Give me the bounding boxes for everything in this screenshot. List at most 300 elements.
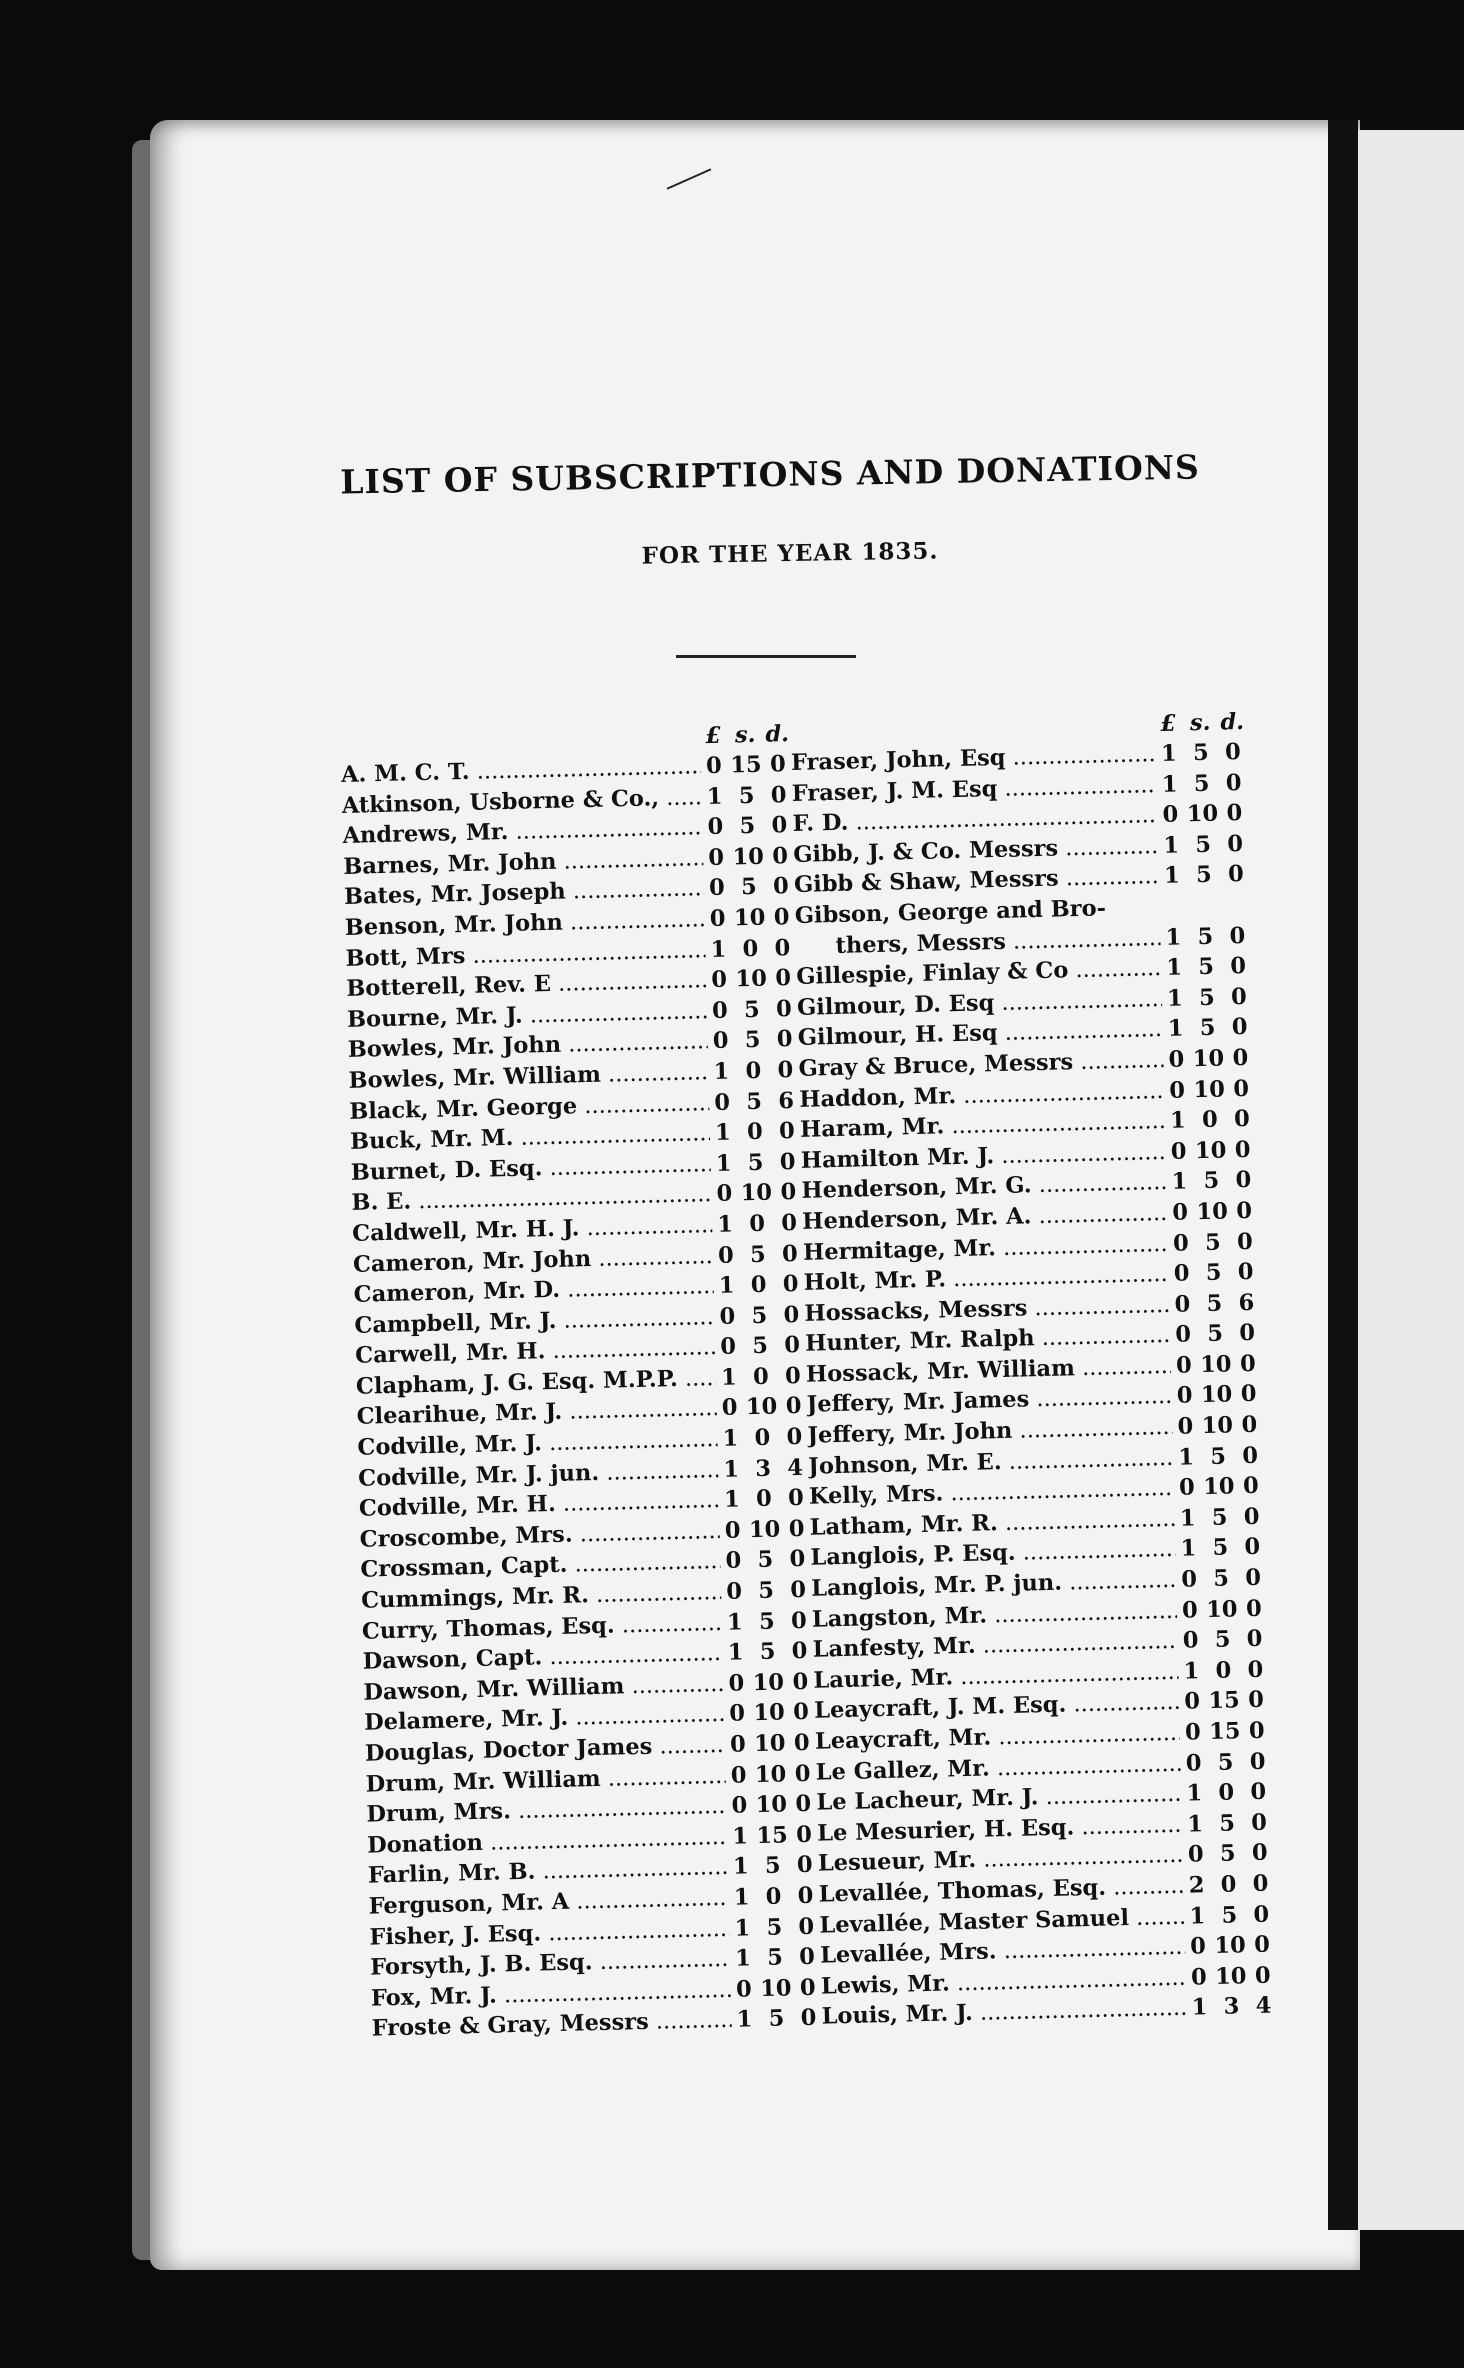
pence-value: 0 — [1227, 861, 1245, 888]
pence-value: 4 — [786, 1454, 804, 1481]
pence-value: 0 — [775, 995, 793, 1023]
pounds-value: 1 — [1191, 1994, 1208, 2021]
pounds-value: 0 — [714, 1089, 731, 1116]
pence-value: 6 — [777, 1087, 795, 1114]
pounds-value: 0 — [1190, 1963, 1207, 1991]
subscriber-name: Hunter, Mr. Ralph ..... — [805, 1322, 1171, 1357]
pounds-value: 1 — [1180, 1535, 1197, 1563]
subscriber-name: Bourne, Mr. J. ..... — [347, 998, 708, 1033]
subscriber-name: Hossack, Mr. William ..... — [806, 1353, 1172, 1388]
pounds-value — [1160, 913, 1186, 914]
subscriber-name: A. M. C. T. ..... — [341, 753, 702, 788]
shillings-value: 5 — [1197, 923, 1214, 950]
shillings-value: 10 — [735, 965, 768, 993]
shillings-value: 5 — [757, 1577, 775, 1605]
subscriber-name: Hermitage, Mr. ..... — [803, 1230, 1169, 1265]
pence-value: 0 — [1230, 953, 1247, 980]
subscriber-name: Levallée, Thomas, Esq. ..... — [818, 1873, 1184, 1908]
pence-value: 0 — [1252, 1870, 1269, 1898]
subscriber-name: Curry, Thomas, Esq. ..... — [362, 1610, 723, 1645]
shillings-value: 5 — [1199, 1015, 1216, 1042]
shillings-value: 5 — [1217, 1749, 1234, 1776]
shillings-value: 15 — [729, 751, 762, 779]
subscriber-name: Gibb & Shaw, Messrs ..... — [794, 863, 1160, 898]
pounds-value: 0 — [728, 1700, 746, 1728]
subscriber-name: Haram, Mr. ..... — [800, 1108, 1166, 1143]
subscriptions-left-column — [340, 721, 822, 2047]
pence-value: 0 — [776, 1026, 793, 1053]
shillings-value: 5 — [1205, 1259, 1222, 1287]
shillings-value: 0 — [1218, 1779, 1235, 1807]
subscriber-name: Barnes, Mr. John ..... — [343, 845, 704, 880]
shillings-value: 5 — [1221, 1901, 1238, 1929]
subscriber-name: F. D. ..... — [792, 802, 1158, 837]
pounds-value: 0 — [1189, 1933, 1207, 1960]
pounds-value: 0 — [716, 1180, 733, 1208]
shillings-value: 5 — [1219, 1840, 1236, 1868]
shillings-value: 5 — [758, 1608, 776, 1635]
shillings-value: 5 — [766, 1944, 784, 1972]
pounds-value: 0 — [728, 1670, 745, 1697]
pounds-value: 0 — [1168, 1046, 1185, 1073]
shillings-value: 5 — [1192, 739, 1210, 767]
subscriber-name: Langlois, Mr. P. jun. ..... — [811, 1567, 1177, 1602]
pounds-value: 0 — [1180, 1566, 1198, 1593]
pence-value: 0 — [792, 1668, 809, 1696]
subscriber-name: Leaycraft, J. M. Esq. ..... — [814, 1689, 1180, 1724]
pounds-value: 1 — [1183, 1658, 1200, 1685]
shillings-value — [1186, 912, 1224, 913]
shillings-value: 5 — [1218, 1810, 1236, 1837]
shillings-value: 10 — [1214, 1932, 1247, 1960]
subscriber-name: Gray & Bruce, Messrs ..... — [798, 1047, 1164, 1082]
pence-value: 0 — [773, 904, 790, 931]
shillings-value: 5 — [1206, 1290, 1223, 1317]
shillings-value: 0 — [750, 1271, 767, 1299]
subscriber-name: Levallée, Mrs. ..... — [820, 1934, 1186, 1969]
pence-value: 0 — [1243, 1503, 1260, 1530]
subscriber-name: Latham, Mr. R. ..... — [809, 1506, 1175, 1541]
page-title: LIST OF SUBSCRIPTIONS AND DONATIONS — [339, 447, 1201, 502]
pounds-value: 0 — [1176, 1382, 1193, 1410]
pence-value: 0 — [797, 1882, 814, 1910]
pounds-value: 0 — [719, 1333, 737, 1361]
subscriber-name: Codville, Mr. H. ..... — [359, 1487, 720, 1522]
shillings-value: 10 — [748, 1516, 781, 1544]
subscriber-name: Crossman, Capt. ..... — [360, 1548, 721, 1583]
pence-value: 0 — [785, 1393, 802, 1420]
shillings-value: 5 — [738, 782, 755, 809]
pounds-value: 0 — [1177, 1413, 1194, 1440]
pence-header: d. — [765, 721, 790, 748]
page-subtitle: FOR THE YEAR 1835. — [641, 537, 939, 570]
pounds-value: 0 — [705, 752, 723, 780]
subscriber-name: Langston, Mr. ..... — [812, 1597, 1178, 1632]
subscriber-name: Laurie, Mr. ..... — [813, 1659, 1179, 1694]
pence-value: 0 — [1247, 1687, 1265, 1714]
pence-value: 0 — [1239, 1350, 1257, 1378]
subscriber-name: Caldwell, Mr. H. J. ..... — [352, 1212, 713, 1247]
pounds-value: 0 — [729, 1731, 747, 1758]
subscriber-name: Burnet, D. Esq. ..... — [350, 1151, 711, 1186]
pence-value: 0 — [795, 1790, 812, 1818]
shillings-value: 5 — [751, 1333, 769, 1360]
shillings-value: 5 — [1204, 1229, 1222, 1256]
subscriber-name: Dawson, Mr. William ..... — [363, 1671, 724, 1706]
subscriber-name: Fraser, J. M. Esq ..... — [791, 772, 1157, 807]
pounds-value: 0 — [1169, 1076, 1186, 1104]
subscriber-name: Fisher, J. Esq. ..... — [369, 1915, 730, 1950]
subscriber-name: Lesueur, Mr. ..... — [818, 1842, 1184, 1877]
shillings-value: 10 — [754, 1761, 787, 1788]
pounds-value: 1 — [1171, 1168, 1188, 1196]
pence-value: 0 — [786, 1423, 803, 1451]
shillings-value: 5 — [747, 1149, 764, 1176]
pence-value: 0 — [779, 1148, 796, 1176]
pounds-value: 1 — [722, 1425, 739, 1452]
pounds-value: 0 — [708, 875, 726, 902]
pence-value: 0 — [1226, 800, 1243, 827]
pence-value: 0 — [796, 1852, 813, 1879]
pounds-value: 0 — [1172, 1229, 1190, 1257]
pounds-value: 1 — [734, 1945, 752, 1972]
pence-value: 0 — [1233, 1106, 1251, 1133]
pounds-value: 1 — [734, 1914, 751, 1942]
shillings-value: 10 — [1214, 1962, 1247, 1990]
pence-value: 0 — [1225, 769, 1242, 796]
pence-value: 0 — [1234, 1136, 1251, 1163]
pence-value: 0 — [789, 1576, 807, 1604]
pounds-value: 1 — [1160, 740, 1178, 767]
subscriber-name: Campbell, Mr. J. ..... — [354, 1304, 715, 1339]
pounds-value: 0 — [725, 1578, 743, 1605]
pounds-value: 0 — [721, 1394, 738, 1422]
pence-value: 0 — [772, 842, 789, 870]
pounds-value: 0 — [717, 1242, 735, 1269]
pence-value: 0 — [1248, 1717, 1265, 1745]
subscriber-name: Gibson, George and Bro- — [794, 895, 1107, 929]
pounds-value: 0 — [709, 905, 726, 932]
shillings-value: 5 — [743, 996, 761, 1023]
pence-value: 0 — [1253, 1931, 1271, 1959]
subscriber-name: Croscombe, Mrs. ..... — [359, 1518, 720, 1553]
pounds-value: 0 — [1182, 1627, 1199, 1654]
subscriber-name: Louis, Mr. J. ..... — [821, 1995, 1187, 2030]
subscriber-name: Kelly, Mrs. ..... — [809, 1475, 1175, 1510]
subscriber-name: Black, Mr. George ..... — [349, 1090, 710, 1125]
subscriber-name: Drum, Mrs. ..... — [366, 1793, 727, 1828]
pounds-value: 1 — [733, 1884, 750, 1911]
pounds-value: 1 — [736, 2006, 753, 2034]
book-spine — [1328, 120, 1358, 2230]
pence-value: 0 — [799, 1974, 816, 2001]
subscriber-name: Le Mesurier, H. Esq. ..... — [817, 1812, 1183, 1847]
pounds-value: 0 — [725, 1547, 742, 1575]
pounds-value: 1 — [710, 936, 727, 963]
pence-value: 0 — [777, 1056, 794, 1084]
pence-value: 0 — [789, 1546, 806, 1573]
subscriber-name: Le Lacheur, Mr. J. ..... — [816, 1781, 1182, 1816]
shillings-value: 5 — [1195, 831, 1212, 858]
pence-value: 0 — [792, 1699, 810, 1726]
subscriber-name: Andrews, Mr. ..... — [342, 814, 703, 849]
shillings-value: 5 — [764, 1852, 781, 1880]
divider-rule — [676, 655, 856, 658]
pence-value: 0 — [780, 1209, 798, 1237]
subscriber-name: Clapham, J. G. Esq. M.P.P. ..... — [356, 1365, 717, 1400]
shillings-value: 5 — [1203, 1167, 1220, 1195]
facing-page — [1358, 130, 1464, 2230]
pounds-header: £ — [705, 722, 722, 750]
subscriber-name: Bowles, Mr. William ..... — [348, 1059, 709, 1094]
pence-value: 0 — [798, 1943, 816, 1971]
shillings-value: 10 — [1186, 800, 1219, 828]
shillings-value: 3 — [1223, 1993, 1240, 2021]
subscriber-name: Bowles, Mr. John ..... — [347, 1028, 708, 1063]
subscriber-name: Farlin, Mr. B. ..... — [368, 1854, 729, 1889]
pence-value: 0 — [780, 1179, 797, 1206]
subscriber-name: Ferguson, Mr. A ..... — [368, 1885, 729, 1920]
pounds-value: 0 — [724, 1517, 741, 1544]
pence-value: 0 — [1231, 1014, 1248, 1041]
pence-value: 0 — [795, 1821, 813, 1848]
pounds-value: 0 — [1185, 1749, 1202, 1777]
pounds-value: 0 — [735, 1976, 752, 2003]
shillings-value: 5 — [1198, 953, 1215, 981]
shillings-value: 0 — [755, 1485, 773, 1513]
pounds-value: 0 — [1181, 1596, 1199, 1624]
subscriber-name: Benson, Mr. John ..... — [344, 906, 705, 941]
subscriber-name: thers, Messrs ..... — [795, 925, 1161, 960]
pounds-value: 0 — [707, 813, 724, 841]
pence-value: 0 — [775, 965, 792, 992]
pence-value: 0 — [1232, 1044, 1249, 1072]
pounds-value: 1 — [718, 1272, 735, 1299]
shillings-value: 5 — [1212, 1565, 1230, 1592]
shillings-value: 15 — [756, 1822, 789, 1849]
shillings-value: 10 — [745, 1393, 778, 1421]
pence-value: 0 — [787, 1485, 805, 1512]
pence-value: 0 — [1245, 1595, 1262, 1622]
shillings-value: 10 — [755, 1791, 788, 1819]
pounds-value: 0 — [711, 966, 728, 994]
pence-value: 0 — [1238, 1320, 1256, 1347]
pounds-value: 1 — [723, 1486, 741, 1514]
pence-value: 0 — [1235, 1167, 1252, 1194]
subscriber-name: Haddon, Mr. ..... — [799, 1078, 1165, 1113]
pounds-value: 1 — [732, 1853, 749, 1881]
subscriber-name: Lewis, Mr. ..... — [821, 1964, 1187, 1999]
pence-value: 6 — [1238, 1289, 1255, 1316]
pence-value: 0 — [1241, 1442, 1259, 1469]
shillings-value: 0 — [745, 1057, 762, 1085]
pence-header: d. — [1220, 708, 1245, 736]
shillings-value: 0 — [748, 1210, 766, 1238]
subscriber-name: Fraser, John, Esq ..... — [791, 741, 1157, 776]
subscriber-name: Holt, Mr. P. ..... — [803, 1261, 1169, 1296]
shillings-value: 5 — [757, 1547, 774, 1574]
pounds-value: 1 — [1177, 1444, 1195, 1471]
shillings-value: 10 — [759, 1975, 792, 2002]
pence-value: 0 — [784, 1362, 802, 1390]
pence-value: 0 — [1254, 1962, 1271, 1989]
shillings-value: 0 — [746, 1118, 764, 1146]
pounds-value: 0 — [1174, 1291, 1191, 1318]
pence-value: 0 — [783, 1332, 801, 1359]
subscriber-name: Clearihue, Mr. J. ..... — [356, 1395, 717, 1430]
pence-value: 0 — [772, 873, 790, 900]
subscriber-name: Jeffery, Mr. James ..... — [806, 1383, 1172, 1418]
shillings-value: 10 — [1192, 1045, 1225, 1073]
subscriber-name: Buck, Mr. M. ..... — [350, 1120, 711, 1155]
subscriber-name: Langlois, P. Esq. ..... — [810, 1536, 1176, 1571]
shillings-value: 10 — [1193, 1076, 1226, 1103]
pounds-value: 1 — [1189, 1902, 1206, 1930]
shillings-value: 10 — [753, 1699, 786, 1727]
subscriber-name: Carwell, Mr. H. ..... — [355, 1334, 716, 1369]
shillings-value: 5 — [768, 2005, 785, 2033]
pounds-value: 0 — [719, 1303, 736, 1330]
pounds-value: 0 — [1173, 1260, 1190, 1287]
shillings-header: s. — [734, 721, 756, 749]
pence-value: 0 — [782, 1271, 799, 1298]
subscriber-name: Bott, Mrs ..... — [345, 937, 706, 972]
subscriber-name: Johnson, Mr. E. ..... — [808, 1445, 1174, 1480]
shillings-value: 10 — [740, 1179, 773, 1207]
pounds-value: 1 — [726, 1609, 744, 1636]
subscriber-name: Froste & Gray, Messrs ..... — [371, 2007, 732, 2042]
subscriber-name: B. E. ..... — [351, 1181, 712, 1216]
pence-value: 0 — [1246, 1625, 1263, 1653]
pounds-value: 0 — [1175, 1352, 1193, 1379]
pounds-value: 1 — [1165, 924, 1182, 951]
shillings-value: 5 — [766, 1914, 783, 1941]
pence-value: 0 — [1224, 739, 1242, 766]
subscriber-name: Codville, Mr. J. jun. ..... — [358, 1457, 719, 1492]
subscriber-name: Gilmour, D. Esq ..... — [797, 986, 1163, 1021]
pounds-value: 0 — [708, 844, 725, 871]
pence-value: 0 — [1247, 1656, 1264, 1683]
shillings-value: 5 — [1209, 1443, 1227, 1470]
shillings-value: 5 — [746, 1088, 763, 1115]
pence-value: 0 — [1249, 1748, 1266, 1775]
pounds-value: 1 — [713, 1058, 730, 1085]
pence-value: 0 — [1244, 1534, 1261, 1561]
pence-value: 0 — [1242, 1473, 1260, 1500]
shillings-value: 0 — [752, 1363, 770, 1390]
pence-value: 0 — [1230, 983, 1248, 1011]
pounds-value: 2 — [1188, 1872, 1205, 1899]
shillings-value: 10 — [1196, 1198, 1229, 1226]
pounds-value: 1 — [720, 1364, 738, 1391]
pence-value: 0 — [1229, 922, 1246, 949]
pounds-value: 1 — [1166, 985, 1184, 1012]
pounds-header: £ — [1160, 710, 1177, 737]
pounds-value: 0 — [711, 997, 729, 1024]
shillings-value: 15 — [1208, 1687, 1241, 1715]
pence-value: 0 — [1253, 1901, 1270, 1928]
pence-value: 0 — [1244, 1564, 1262, 1592]
subscriber-name: Cameron, Mr. D. ..... — [353, 1273, 714, 1308]
shillings-value: 5 — [1198, 984, 1216, 1011]
subscriber-name: Delamere, Mr. J. ..... — [364, 1701, 725, 1736]
pounds-value: 0 — [1178, 1474, 1196, 1501]
pence-value: 0 — [1237, 1258, 1254, 1286]
pence-value: 0 — [1232, 1075, 1250, 1102]
pounds-value: 1 — [1166, 954, 1183, 982]
subscriber-name: Fox, Mr. J. ..... — [371, 1977, 732, 2012]
subscriber-name: Gibb, J. & Co. Messrs ..... — [793, 833, 1159, 868]
pence-value: 0 — [774, 934, 791, 962]
pounds-value: 0 — [1174, 1321, 1192, 1349]
subscriber-name: Forsyth, J. B. Esq. ..... — [370, 1946, 731, 1981]
subscriber-name: Le Gallez, Mr. ..... — [815, 1750, 1181, 1785]
pence-value: 0 — [1250, 1809, 1268, 1836]
pounds-value: 0 — [1170, 1138, 1187, 1165]
pounds-value: 1 — [717, 1211, 734, 1238]
shillings-value: 5 — [759, 1638, 776, 1666]
subscriber-name: Lanfesty, Mr. ..... — [812, 1628, 1178, 1663]
subscriber-name: Codville, Mr. J. ..... — [357, 1426, 718, 1461]
pence-value: 0 — [1240, 1381, 1257, 1408]
shillings-value: 0 — [765, 1883, 782, 1910]
shillings-value: 10 — [1205, 1595, 1238, 1623]
subscriber-name: Cummings, Mr. R. ..... — [361, 1579, 722, 1614]
shillings-value: 5 — [1212, 1534, 1229, 1562]
shillings-value: 5 — [740, 874, 758, 901]
subscriber-name: Henderson, Mr. A. ..... — [802, 1200, 1168, 1235]
pounds-value: 1 — [1169, 1107, 1187, 1134]
shillings-value: 5 — [1211, 1504, 1228, 1531]
pence-value: 0 — [793, 1729, 810, 1757]
shillings-value: 10 — [753, 1730, 786, 1758]
pounds-value: 1 — [1179, 1505, 1196, 1532]
shillings-value: 5 — [749, 1241, 767, 1268]
pounds-value: 1 — [715, 1150, 732, 1177]
shillings-value: 5 — [1195, 862, 1213, 889]
subscriber-name: Leaycraft, Mr. ..... — [815, 1720, 1181, 1755]
pence-value: 0 — [769, 751, 787, 778]
subscriber-name: Jeffery, Mr. John ..... — [807, 1414, 1173, 1449]
pounds-value: 1 — [1163, 832, 1180, 859]
pounds-value: 1 — [727, 1639, 744, 1667]
shillings-value: 3 — [754, 1455, 772, 1482]
shillings-value: 5 — [744, 1027, 761, 1054]
subscriber-name: Atkinson, Usborne & Co., ..... — [341, 784, 702, 819]
subscriber-name: Gilmour, H. Esq ..... — [797, 1016, 1163, 1051]
pence-value: 4 — [1255, 1992, 1272, 2020]
pence-value: 0 — [1251, 1840, 1268, 1867]
subscriber-name: Hossacks, Messrs ..... — [804, 1292, 1170, 1327]
subscriber-name: Donation ..... — [367, 1824, 728, 1859]
subscriber-name: Henderson, Mr. G. ..... — [801, 1169, 1167, 1204]
shillings-value: 10 — [733, 904, 766, 932]
subscriber-name: Botterell, Rev. E ..... — [346, 967, 707, 1002]
subscriber-name: Bates, Mr. Joseph ..... — [344, 876, 705, 911]
pence-value: 0 — [783, 1301, 800, 1329]
pence-value: 0 — [1250, 1778, 1267, 1806]
shillings-value: 15 — [1208, 1718, 1241, 1746]
shillings-value: 10 — [752, 1669, 785, 1697]
pounds-value: 0 — [1162, 801, 1179, 829]
shillings-value: 5 — [1193, 770, 1210, 797]
shillings-value: 10 — [1201, 1412, 1234, 1440]
shillings-value: 0 — [1215, 1657, 1232, 1684]
subscriber-name: Cameron, Mr. John ..... — [353, 1243, 714, 1278]
pence-value: 0 — [1235, 1197, 1253, 1225]
pence-value: 0 — [1227, 830, 1244, 858]
shillings-header: s. — [1189, 709, 1211, 737]
